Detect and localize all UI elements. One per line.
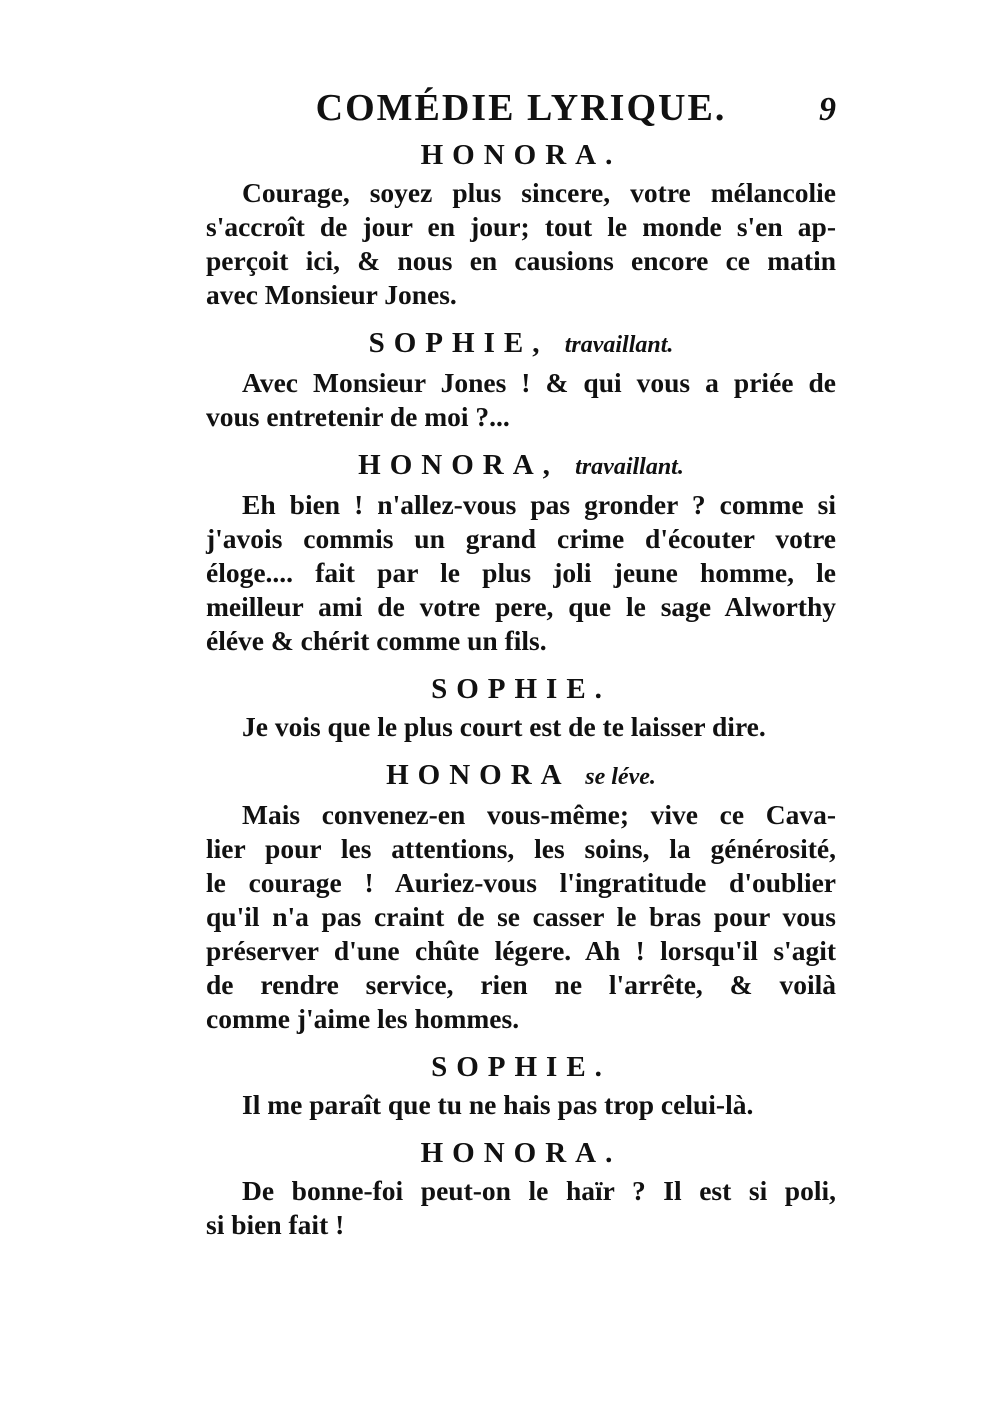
dialogue-block	[206, 1134, 836, 1242]
speaker-name: HONORA.	[420, 1137, 622, 1169]
speaker-name: HONORA,	[358, 449, 559, 481]
text-line: avec Monsieur Jones.	[206, 279, 457, 310]
speech-text	[206, 488, 836, 658]
speaker-name: SOPHIE.	[431, 1051, 611, 1083]
stage-direction: travaillant.	[575, 454, 684, 480]
text-line: Je vois que le plus court est de te laisser dire.	[242, 711, 766, 742]
dialogue-block	[206, 756, 836, 1036]
speech-text	[206, 366, 836, 434]
text-line: comme j'aime les hommes.	[206, 1003, 520, 1034]
text-line: le courage ! Auriez-vous l'ingratitude d'oublier	[206, 867, 836, 898]
book-page	[206, 82, 836, 1254]
text-line: Il me paraît que tu ne hais pas trop celui-là.	[242, 1089, 754, 1120]
dialogue-block	[206, 446, 836, 658]
stage-direction: se léve.	[585, 764, 656, 790]
speaker-name: SOPHIE.	[431, 673, 611, 705]
speaker-heading	[206, 1134, 836, 1172]
text-line: qu'il n'a pas craint de se casser le bras pour vous	[206, 901, 836, 932]
text-line: j'avois commis un grand crime d'écouter votre	[206, 523, 836, 554]
speaker-heading	[206, 446, 836, 486]
speech-text	[206, 1174, 836, 1242]
text-line: éloge.... fait par le plus joli jeune homme, le	[206, 557, 836, 588]
speaker-heading	[206, 324, 836, 364]
text-line: Eh bien ! n'allez-vous pas gronder ? comme si	[242, 489, 836, 520]
text-line: s'accroît de jour en jour; tout le monde s'en ap-	[206, 211, 836, 242]
speaker-name: HONORA.	[420, 139, 622, 171]
page-number: 9	[819, 91, 836, 128]
text-line: Avec Monsieur Jones ! & qui vous a priée de	[242, 367, 836, 398]
speech-text	[206, 798, 836, 1036]
speaker-name: HONORA	[386, 759, 570, 791]
speaker-heading	[206, 1048, 836, 1086]
stage-direction: travaillant.	[564, 332, 674, 358]
text-line: meilleur ami de votre pere, que le sage Alworthy	[206, 591, 836, 622]
text-line: vous entretenir de moi ?...	[206, 401, 510, 432]
speaker-heading	[206, 756, 836, 796]
speaker-heading	[206, 670, 836, 708]
text-line: de rendre service, rien ne l'arrête, & voilà	[206, 969, 836, 1000]
dialogue-block	[206, 1048, 836, 1122]
text-line: perçoit ici, & nous en causions encore ce matin	[206, 245, 836, 276]
running-title: COMÉDIE LYRIQUE.	[315, 87, 727, 129]
dialogue-block	[206, 136, 836, 312]
text-line: Courage, soyez plus sincere, votre mélancolie	[242, 177, 836, 208]
dialogue-block	[206, 670, 836, 744]
text-line: préserver d'une chûte légere. Ah ! lorsqu'il s'agit	[206, 935, 836, 966]
speech-text	[206, 1088, 836, 1122]
speaker-heading	[206, 136, 836, 174]
text-line: Mais convenez-en vous-même; vive ce Cava-	[242, 799, 836, 830]
running-head	[206, 82, 836, 134]
speech-text	[206, 710, 836, 744]
speech-text	[206, 176, 836, 312]
dialogue-block	[206, 324, 836, 434]
speaker-name: SOPHIE,	[368, 327, 549, 359]
text-line: si bien fait !	[206, 1209, 345, 1240]
text-line: lier pour les attentions, les soins, la générosité,	[206, 833, 836, 864]
text-line: éléve & chérit comme un fils.	[206, 625, 547, 656]
text-line: De bonne-foi peut-on le haïr ? Il est si poli,	[242, 1175, 836, 1206]
